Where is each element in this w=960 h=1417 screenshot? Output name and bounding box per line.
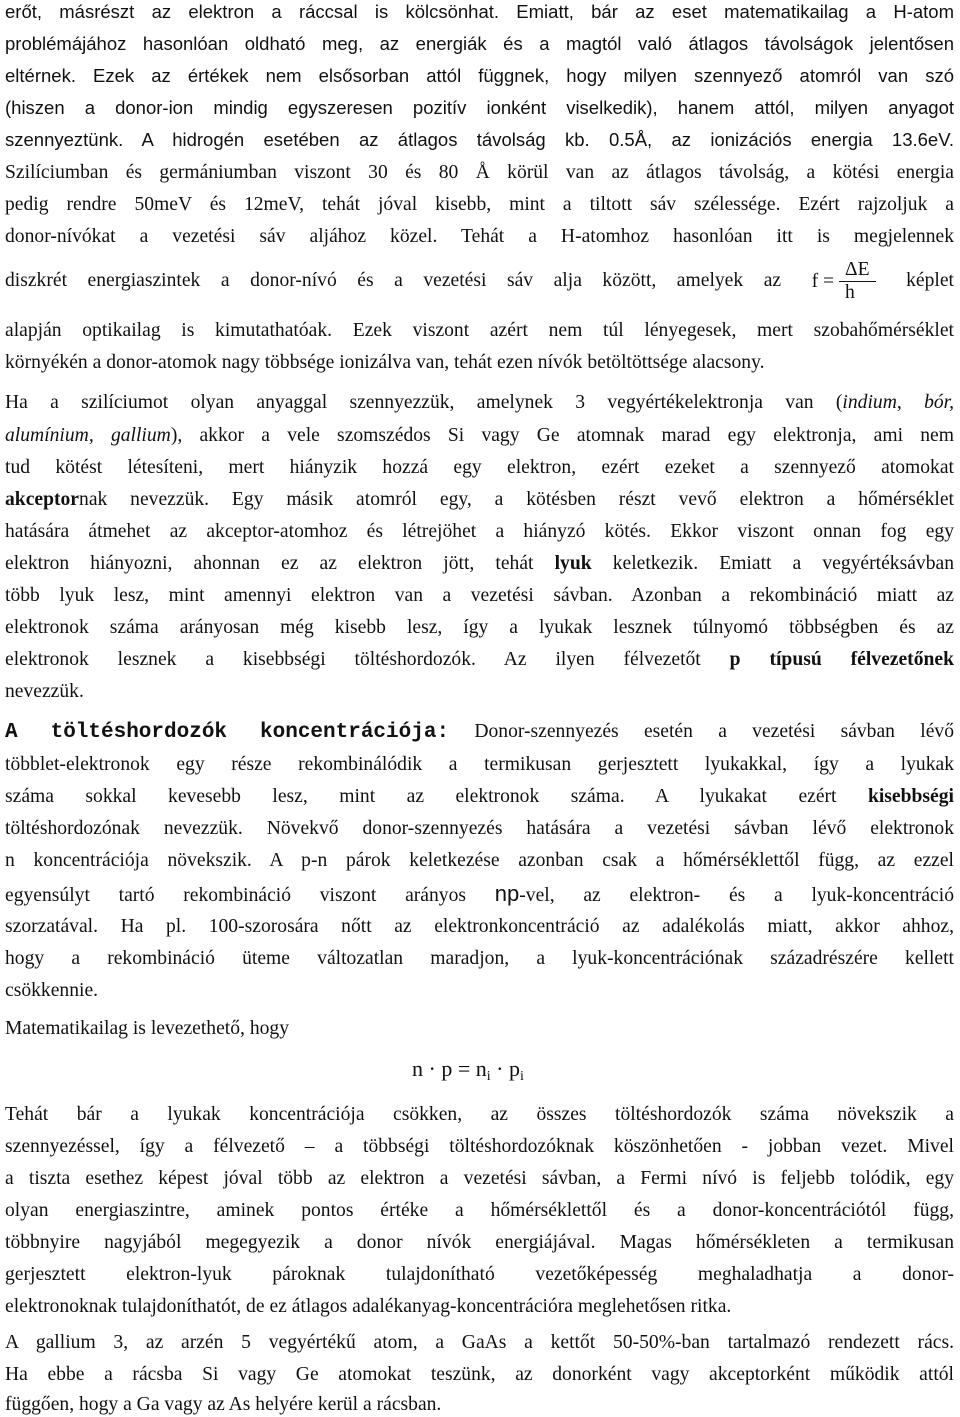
text-line: Ha a szilíciumot olyan anyaggal szennyezzük, amelynek 3 vegyértékelektronja van (indium, bór, [5,392,954,413]
text-line: elektronok lesznek a kisebbségi töltéshordozók. Az ilyen félvezetőt p típusú félvezetőnek [5,649,954,670]
bold-term: lyuk [554,553,592,574]
formula-denominator: h [845,282,855,303]
text-line: A gallium 3, az arzén 5 vegyértékű atom, a GaAs a kettőt 50-50%-ban tartalmazó rendezett rács. [5,1332,954,1353]
text-line: Szilíciumban és germániumban viszont 30 és 80 Å körül van az átlagos távolság, a kötési energia [5,162,954,183]
text-line: száma sokkal kevesebb lesz, mint az elektronok száma. A lyukakat ezért kisebbségi [5,786,954,807]
formula-numerator: ΔE [839,259,876,282]
text-line: Tehát bár a lyukak koncentrációja csökken, az összes töltéshordozók száma növekszik a [5,1104,954,1125]
np-formula: $n \cdot p = n_i \cdot p_i$ [412,1057,524,1084]
text-line: gerjesztett elektron-lyuk pároknak tulajdonítható vezetőképesség meghaladhatja a donor- [5,1264,954,1285]
text-line: olyan energiaszintre, aminek pontos értéke a hőmérséklettől és a donor-koncentrációtól függ, [5,1200,954,1221]
text-line: több lyuk lesz, mint amennyi elektron van a vezetési sávban. Azonban a rekombináció miatt az [5,585,954,606]
text-line: elektron hiányozni, ahonnan ez az elektron jött, tehát lyuk keletkezik. Emiatt a vegyértéksávban [5,553,954,574]
formula-line-before: diszkrét energiaszintek a donor-nívó és a vezetési sáv alja között, amelyek az [5,270,782,291]
bold-term: kisebbségi [867,786,954,807]
text-line: erőt, másrészt az elektron a ráccsal is kölcsönhat. Emiatt, bár az eset matematikailag a H-atom [5,1,954,22]
bold-term: p típusú félvezetőnek [729,649,954,670]
bold-term: akceptor [5,489,80,510]
text-line: hogy a rekombináció üteme változatlan maradjon, a lyuk-koncentrációnak századrészére kellett [5,948,954,969]
text-line: Matematikailag is levezethető, hogy [5,1018,290,1039]
text-line: szennyeztünk. A hidrogén esetében az átlagos távolság kb. 0.5Å, az ionizációs energia 13.6eV. [5,129,954,150]
formula-text-line [5,256,954,306]
italic-text: alumínium, gallium [5,425,171,446]
section-heading: A töltéshordozók koncentrációja: [5,721,450,744]
text-line: töltéshordozónak nevezzük. Növekvő donor-szennyezés hatására a vezetési sávban lévő elektronok [5,818,954,839]
formula-lhs: f = [811,270,835,292]
text-line: donor-nívókat a vezetési sáv aljához közel. Tehát a H-atomhoz hasonlóan itt is megjelennek [5,226,954,247]
text-line: alumínium, gallium), akkor a vele szomszédos Si vagy Ge atomnak marad egy elektronja, ami nem [5,425,954,446]
formula-line-after: képlet [906,270,954,291]
text-line: pedig rendre 50meV és 12meV, tehát jóval kisebb, mint a tiltott sáv szélessége. Ezért rajzoljuk a [5,194,954,215]
text-line: a tiszta esethez képest jóval több az elektron a vezetési sávban, a Fermi nívó is feljebb tolódik, egy [5,1168,954,1189]
np-symbol: np [494,882,520,906]
text-line: n koncentrációja növekszik. A p-n párok keletkezése azonban csak a hőmérséklettől függ, az ezzel [5,850,954,871]
text-line: függően, hogy a Ga vagy az As helyére kerül a rácsban. [5,1394,442,1415]
text-line: eltérnek. Ezek az értékek nem elsősorban attól függnek, hogy milyen szennyező atomról van szó [5,65,954,86]
text-line: környékén a donor-atomok nagy többsége ionizálva van, tehát ezen nívók betöltöttsége alacsony. [5,352,765,373]
text-line: hatására átmehet az akceptor-atomhoz és létrejöhet a hiányzó kötés. Ekkor viszont onnan fog egy [5,521,954,542]
text-line: problémájához hasonlóan oldható meg, az energiák és a magtól való átlagos távolságok jelentősen [5,33,954,54]
text-line: elektronoknak tulajdoníthatót, de ez átlagos adalékanyag-koncentrációra meglehetősen ritka. [5,1296,732,1317]
text-line: alapján optikailag is kimutathatóak. Ezek viszont azért nem túl lényegesek, mert szobahőmérséklet [5,320,954,341]
italic-text: indium, bór, [842,392,954,413]
text-line: tud kötést létesíteni, mert hiányzik hozzá egy elektron, ezért ezeket a szennyező atomokat [5,457,954,478]
text-line: szennyezéssel, így a félvezető – a többségi töltéshordozóknak köszönhetően - jobban vezet. Mivel [5,1136,954,1157]
text-line: többlet-elektronok egy része rekombinálódik a termikusan gerjesztett lyukakkal, így a lyukak [5,754,954,775]
text-line: A töltéshordozók koncentrációja: Donor-szennyezés esetén a vezetési sávban lévő [5,721,954,744]
text-line: nevezzük. [5,681,84,702]
text-line: többnyire nagyjából megegyezik a donor nívók energiájával. Magas hőmérsékleten a termikusan [5,1232,954,1253]
text-line: csökkennie. [5,980,99,1001]
frequency-formula [812,259,876,304]
text-line: (hiszen a donor-ion mindig egyszeresen pozitív ionként viselkedik), hanem attól, milyen anyagot [5,97,954,118]
text-line: egyensúlyt tartó rekombináció viszont arányos np-vel, az elektron- és a lyuk-koncentráció [5,882,954,906]
text-line: szorzatával. Ha pl. 100-szorosára nőtt az elektronkoncentráció az adalékolás miatt, akkor ahhoz, [5,916,954,937]
text-line: elektronok száma arányosan még kisebb lesz, így a lyukak lesznek túlnyomó többségben és az [5,617,954,638]
text-line: akceptornak nevezzük. Egy másik atomról egy, a kötésben részt vevő elektron a hőmérséklet [5,489,954,510]
text-line: Ha ebbe a rácsba Si vagy Ge atomokat teszünk, az donorként vagy akceptorként működik attól [5,1364,954,1385]
